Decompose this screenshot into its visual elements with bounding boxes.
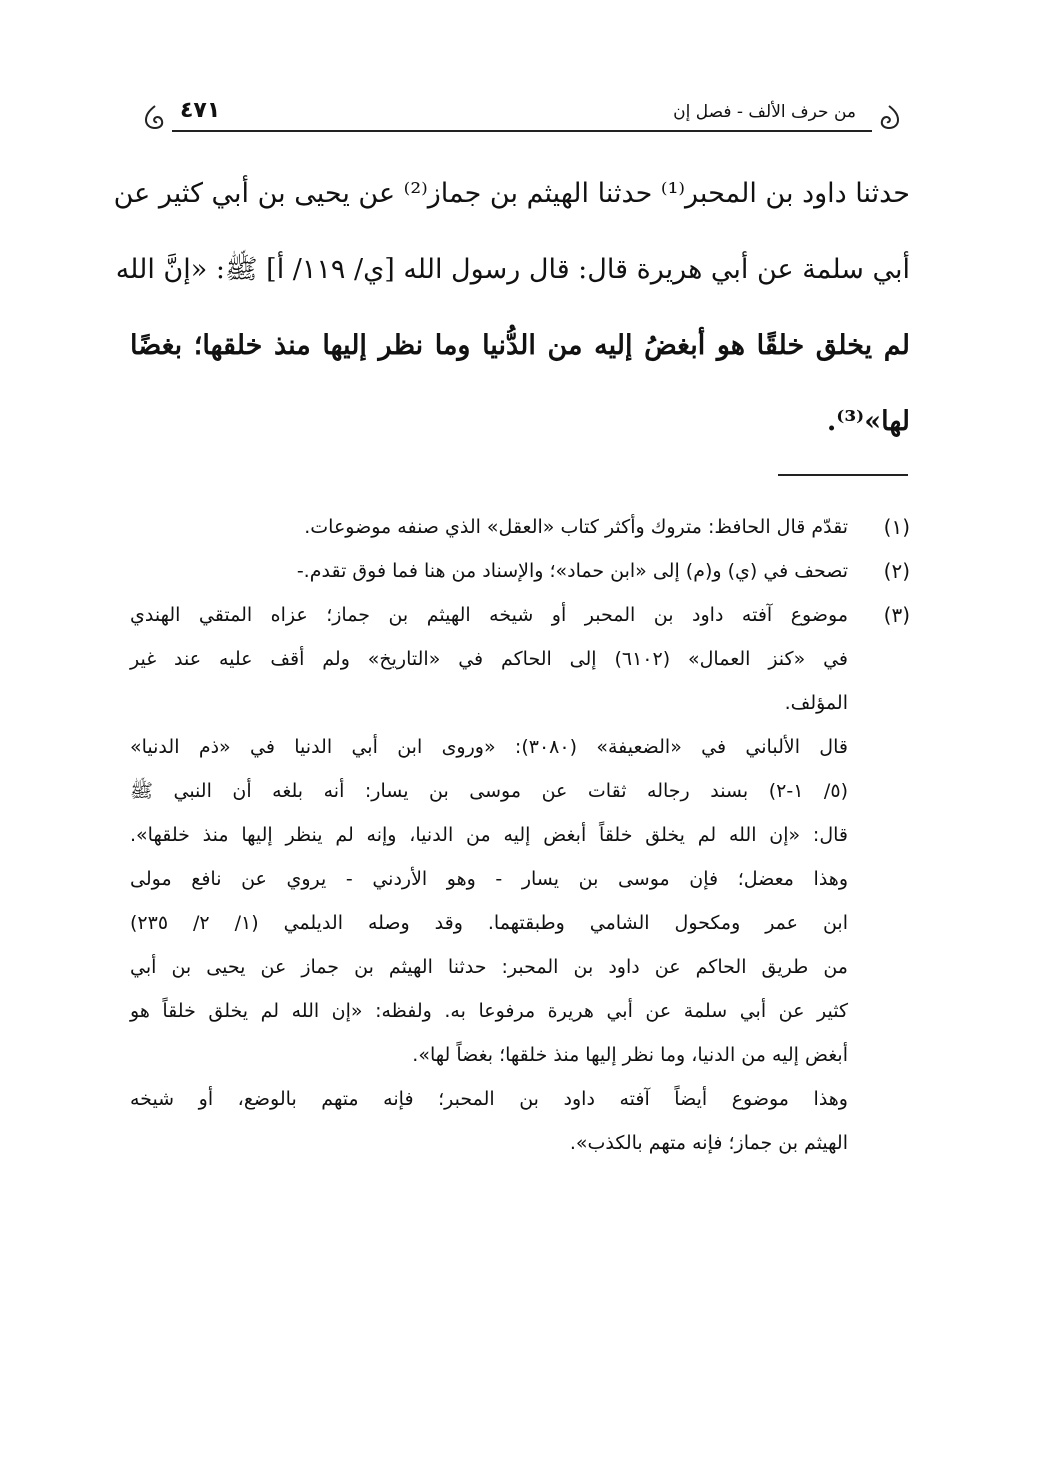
footnote-line: من طريق الحاكم عن داود بن المحبر: حدثنا الهيثم بن جماز عن يحيى بن أبي	[130, 956, 848, 978]
footnote-line: تصحف في (ي) و(م) إلى «ابن حماد»؛ والإسناد من هنا فما فوق تقدم.-	[296, 560, 848, 582]
footnote-line: موضوع آفته داود بن المحبر أو شيخه الهيثم بن جماز؛ عزاه المتقي الهندي	[130, 604, 848, 626]
footnotes	[130, 505, 910, 1165]
footnote-line: أبغض إليه من الدنيا، وما نظر إليها منذ خلقها؛ بغضاً لها».	[412, 1044, 848, 1066]
footnote	[130, 549, 910, 593]
footnote-line: الهيثم بن جماز؛ فإنه متهم بالكذب».	[569, 1132, 848, 1154]
footnote-separator	[778, 474, 908, 476]
footnote-number: (٢)	[883, 559, 910, 583]
main-text-line: أبي سلمة عن أبي هريرة قال: قال رسول الله [ي/ ١١٩/ أ] ﷺ: «إنَّ الله	[115, 254, 910, 285]
main-text	[113, 162, 910, 466]
footnote-line: تقدّم قال الحافظ: متروك وأكثر كتاب «العقل» الذي صنفه موضوعات.	[304, 516, 848, 538]
footnote	[130, 593, 910, 725]
footnote-line: كثير عن أبي سلمة عن أبي هريرة مرفوعا به. ولفظه: «إن الله لم يخلق خلقاً هو	[130, 1000, 848, 1022]
footnote	[130, 505, 910, 549]
footnote-line: ابن عمر ومكحول الشامي وطبقتهما. وقد وصله الديلمي (١/ ٢/ ٢٣٥)	[130, 912, 848, 934]
footnote-line: المؤلف.	[784, 692, 848, 714]
footnote-number: (١)	[883, 515, 910, 539]
header-title: من حرف الألف - فصل إن	[673, 102, 856, 122]
footnote-number: (٣)	[883, 603, 910, 627]
page-number: ٤٧١	[180, 98, 221, 123]
footnote-line: (٥/ ١-٢) بسند رجاله ثقات عن موسى بن يسار: أنه بلغه أن النبي ﷺ	[130, 780, 848, 802]
running-header	[132, 98, 912, 132]
footnote-line: قال: «إن الله لم يخلق خلقاً أبغض إليه من الدنيا، وإنه لم ينظر إليها منذ خلقها».	[130, 824, 848, 846]
main-text-line: حدثنا داود بن المحبر⁽¹⁾ حدثنا الهيثم بن جماز⁽²⁾ عن يحيى بن أبي كثير عن	[113, 178, 910, 209]
footnote-line: في «كنز العمال» (٦١٠٢) إلى الحاكم في «التاريخ» ولم أقف عليه عند غير	[130, 648, 848, 670]
footnote-line: وهذا معضل؛ فإن موسى بن يسار - وهو الأردني - يروي عن نافع مولى	[130, 868, 848, 890]
hadith-text-line: لم يخلق خلقًا هو أبغضُ إليه من الدُّنيا وما نظر إليها منذ خلقها؛ بغضًا	[130, 330, 910, 361]
footnote-line: قال الألباني في «الضعيفة» (٣٠٨٠): «وروى ابن أبي الدنيا في «ذم الدنيا»	[130, 736, 848, 758]
footnote-continuation	[130, 725, 910, 1165]
ornament-icon	[142, 104, 168, 130]
header-rule	[172, 130, 872, 132]
footnote-line: وهذا موضوع أيضاً آفته داود بن المحبر؛ فإنه متهم بالوضع، أو شيخه	[130, 1088, 848, 1110]
hadith-text-line: لها»⁽³⁾.	[826, 406, 910, 437]
ornament-icon	[876, 104, 902, 130]
